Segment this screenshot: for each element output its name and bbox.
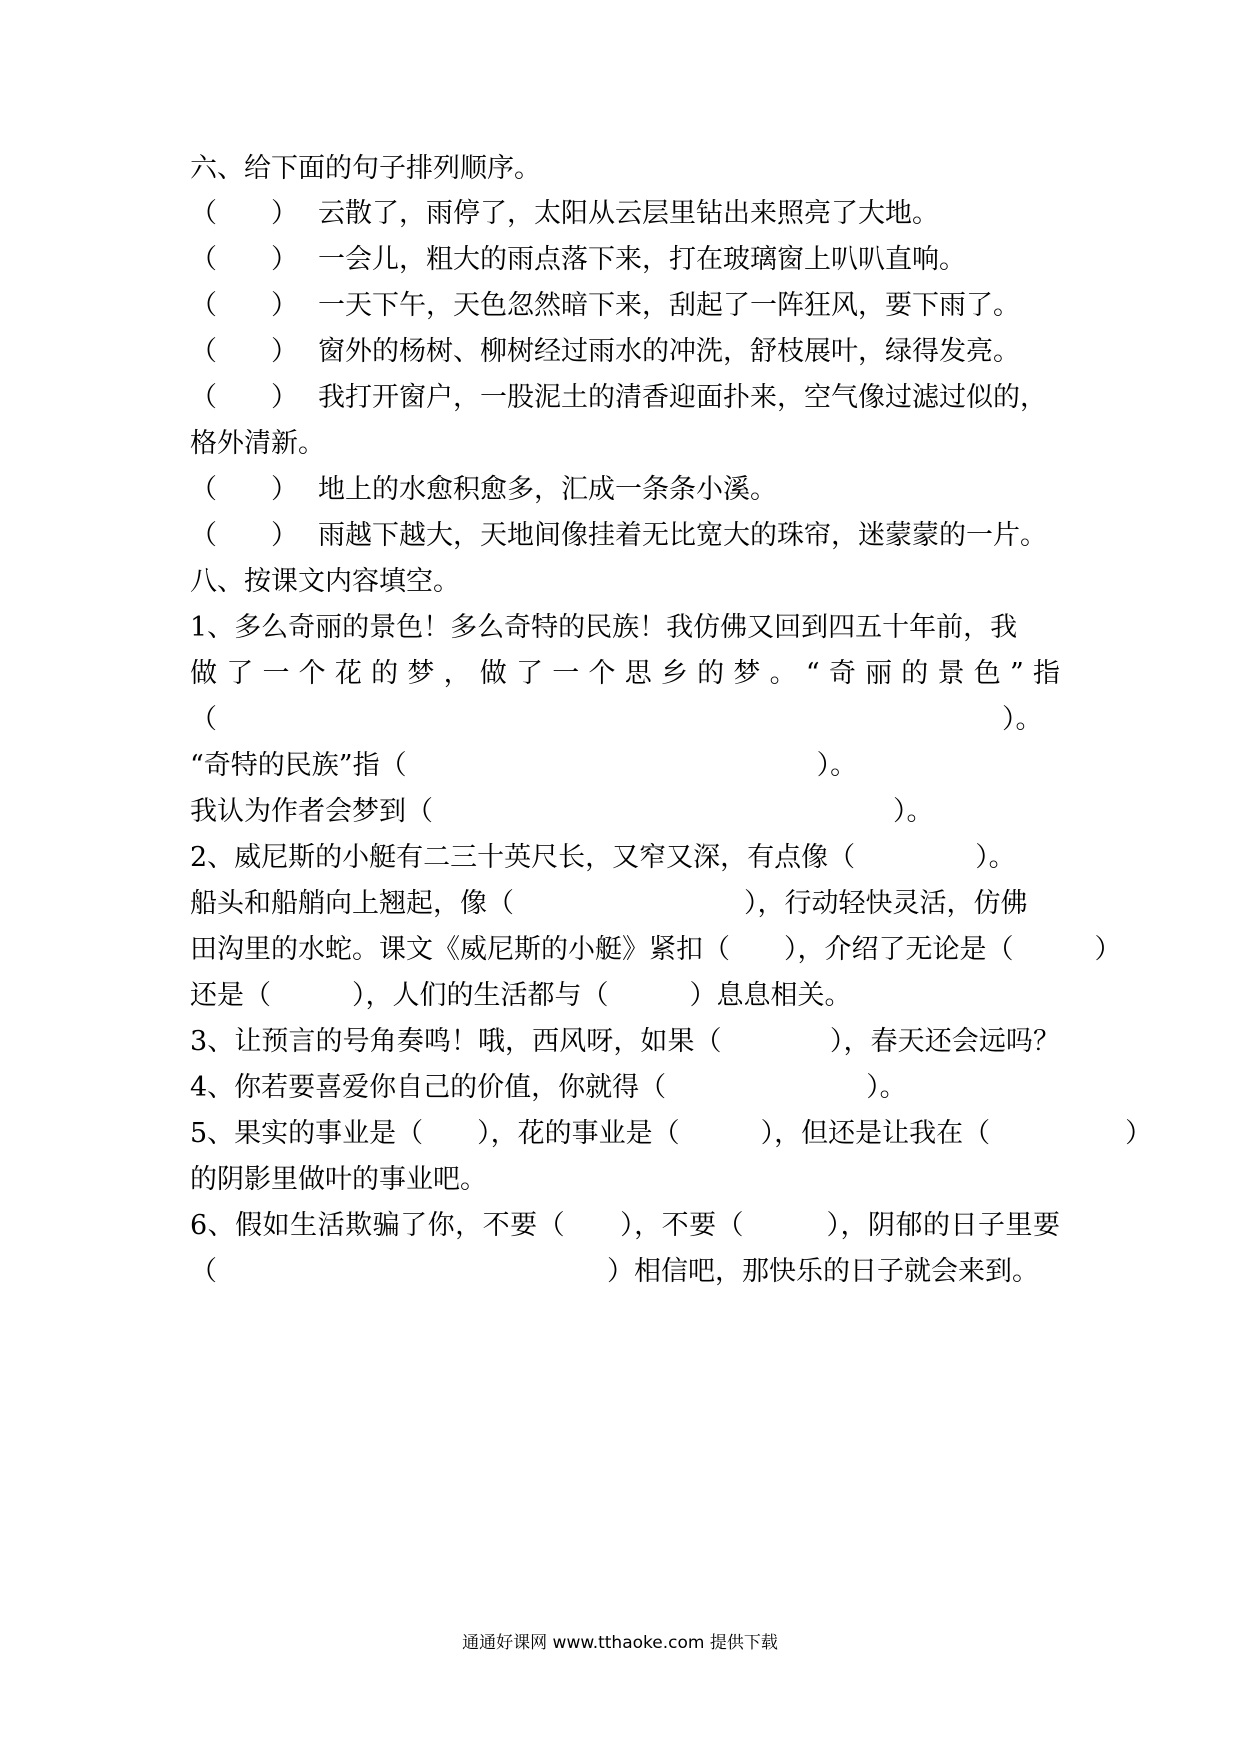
order-item-2 bbox=[190, 237, 966, 283]
q3-line: 3、让预言的号角奏鸣！哦，西风呀，如果（ ），春天还会远吗？ bbox=[190, 1026, 1060, 1057]
order-item-5-cont: 格外清新。 bbox=[190, 428, 325, 459]
q2-line-3: 田沟里的水蛇。课文《威尼斯的小艇》紧扣（ ），介绍了无论是（ ） bbox=[190, 934, 1122, 965]
q1-line-2: 做了一个花的梦，做了一个思乡的梦。“奇丽的景色”指 bbox=[190, 658, 1060, 689]
q6-text: ）相信吧，那快乐的日子就会来到。 bbox=[607, 1256, 1039, 1287]
q1-line-5 bbox=[190, 789, 934, 835]
blank-open: “奇特的民族”指（ bbox=[190, 750, 407, 781]
blank-open: 我认为作者会梦到（ bbox=[190, 796, 433, 827]
q5-line-1: 5、果实的事业是（ ），花的事业是（ ），但还是让我在（ ） bbox=[190, 1118, 1153, 1149]
q2-line-2 bbox=[190, 881, 1028, 927]
order-item-1 bbox=[190, 191, 939, 237]
order-text: 云散了，雨停了，太阳从云层里钻出来照亮了大地。 bbox=[318, 198, 939, 229]
q1-line-1: 1、多么奇丽的景色！多么奇特的民族！我仿佛又回到四五十年前，我 bbox=[190, 612, 1018, 643]
order-blank: （ ） bbox=[190, 520, 298, 551]
blank-open: （ bbox=[190, 1256, 217, 1287]
q4-text: 4、你若要喜爱你自己的价值，你就得（ bbox=[190, 1072, 667, 1103]
order-text: 一会儿，粗大的雨点落下来，打在玻璃窗上叭叭直响。 bbox=[318, 244, 966, 275]
order-blank: （ ） bbox=[190, 474, 298, 505]
q2-text: 船头和船艄向上翘起，像（ bbox=[190, 888, 514, 919]
section-8-title: 八、按课文内容填空。 bbox=[190, 566, 460, 597]
order-item-6 bbox=[190, 467, 777, 513]
order-item-3 bbox=[190, 283, 1020, 329]
blank-close: ）。 bbox=[893, 796, 934, 827]
order-text: 窗外的杨树、柳树经过雨水的冲洗，舒枝展叶，绿得发亮。 bbox=[318, 336, 1020, 367]
q6-line-1: 6、假如生活欺骗了你，不要（ ），不要（ ），阴郁的日子里要 bbox=[190, 1210, 1060, 1241]
order-blank: （ ） bbox=[190, 290, 298, 321]
order-text: 一天下午，天色忽然暗下来，刮起了一阵狂风，要下雨了。 bbox=[318, 290, 1020, 321]
order-blank: （ ） bbox=[190, 336, 298, 367]
order-text: 雨越下越大，天地间像挂着无比宽大的珠帘，迷蒙蒙的一片。 bbox=[318, 520, 1047, 551]
blank-close: ）。 bbox=[1002, 704, 1043, 735]
q2-text: 2、威尼斯的小艇有二三十英尺长，又窄又深，有点像（ bbox=[190, 842, 856, 873]
blank-close: ）。 bbox=[975, 842, 1016, 873]
order-item-7 bbox=[190, 513, 1047, 559]
q2-text: ），行动轻快灵活，仿佛 bbox=[744, 888, 1028, 919]
q5-line-2: 的阴影里做叶的事业吧。 bbox=[190, 1164, 487, 1195]
order-text: 地上的水愈积愈多，汇成一条条小溪。 bbox=[318, 474, 777, 505]
order-text: 我打开窗户，一股泥土的清香迎面扑来，空气像过滤过似的， bbox=[318, 382, 1047, 413]
q1-line-3 bbox=[190, 697, 1043, 743]
order-item-5 bbox=[190, 375, 1047, 421]
q2-line-1 bbox=[190, 835, 1016, 881]
footer-credit: 通通好课网 www.tthaoke.com 提供下载 bbox=[462, 1633, 778, 1653]
section-6-title: 六、给下面的句子排列顺序。 bbox=[190, 153, 541, 184]
q2-line-4: 还是（ ），人们的生活都与（ ）息息相关。 bbox=[190, 980, 852, 1011]
order-blank: （ ） bbox=[190, 244, 298, 275]
blank-close: ）。 bbox=[866, 1072, 907, 1103]
blank-close: ）。 bbox=[816, 750, 858, 781]
q1-line-4 bbox=[190, 743, 857, 789]
blank-open: （ bbox=[190, 704, 217, 735]
order-item-4 bbox=[190, 329, 1020, 375]
q6-line-2 bbox=[190, 1249, 1039, 1295]
order-blank: （ ） bbox=[190, 198, 298, 229]
order-blank: （ ） bbox=[190, 382, 298, 413]
q4-line bbox=[190, 1065, 907, 1111]
